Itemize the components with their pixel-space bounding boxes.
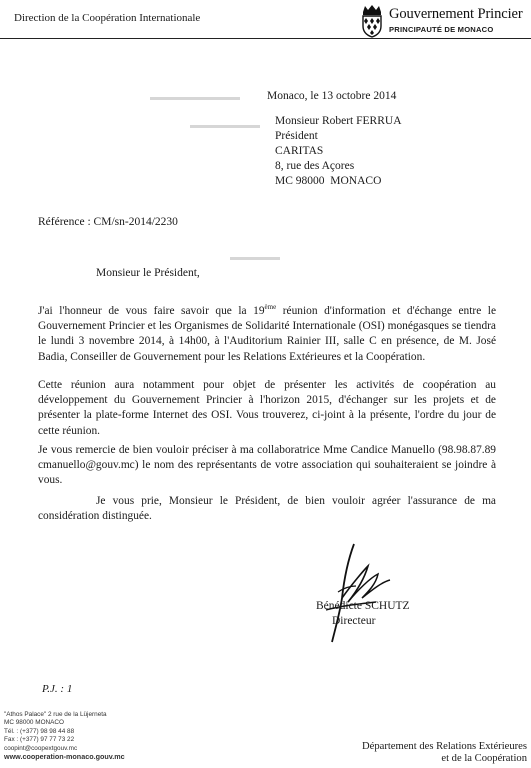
footer-website: www.cooperation-monaco.gouv.mc [4,752,125,762]
paragraph-1-start: J'ai l'honneur de vous faire savoir que la 19 [38,305,265,317]
gov-subtitle: PRINCIPAUTÉ DE MONACO [389,25,494,34]
footer-address-line: "Athos Palace" 2 rue de la Lüjerneta [4,711,107,718]
header-divider [0,38,531,39]
attachment-note: P.J. : 1 [42,683,73,695]
paragraph-1 [38,304,496,365]
footer-address-line: Fax : (+377) 97 77 73 22 [4,736,75,744]
signer-name: Bénédicte SCHUTZ [316,600,410,612]
bleed-through-mark: ▬▬▬▬▬▬▬ [190,120,260,131]
recipient-line: MC 98000 MONACO [275,175,382,187]
gov-title: Gouvernement Princier [389,6,523,22]
recipient-line: 8, rue des Açores [275,160,355,172]
closing-paragraph: Je vous prie, Monsieur le Président, de bien vouloir agréer l'assurance de ma considération distinguée. [38,495,496,523]
signer-title: Directeur [332,615,376,627]
footer-address-line: MC 98000 MONACO [4,719,65,727]
bleed-through-mark: ▬▬▬▬▬▬▬▬▬ [150,92,240,103]
salutation: Monsieur le Président, [96,267,200,279]
recipient-line: Président [275,130,318,142]
footer-department [361,741,527,765]
paragraph-2: Cette réunion aura notamment pour objet de présenter les activités de coopération au développement du Gouvernement Princier à l'horizon 2015, d'échanger sur les projets et de présenter la plate-forme Internet des OSI. Vous trouverez, ci-joint à la présente, l'ordre du jour de cette réunion. [38,379,496,437]
footer-address [4,711,125,761]
department-header: Direction de la Coopération Internationale [14,12,201,24]
ordinal-superscript: ème [264,303,277,311]
footer-address-line: Tél. : (+377) 98 98 44 88 [4,727,75,735]
bleed-through-mark: ▬▬▬▬▬ [230,252,280,263]
monaco-crest-icon [359,4,385,38]
handwritten-signature [318,540,394,646]
letter-date: Monaco, le 13 octobre 2014 [267,90,397,102]
recipient-line: CARITAS [275,145,324,157]
recipient-line: Monsieur Robert FERRUA [275,115,402,127]
footer-address-line: coopint@coopextgouv.mc [4,744,78,752]
paragraph-1-rest: réunion d'information et d'échange entre le Gouvernement Princier et les Organismes de Solidarité Internationale (OSI) monégasques se tiendra le lundi 3 novembre 2014, à 14h00, à l'Auditorium Rainier III, salle C en présence, de M. José Badia, Conseiller de Gouvernement pour les Relations Extérieures et la Coopération. [38,305,496,363]
footer-department-line: Département des Relations Extérieures [361,741,527,752]
reference-line: Référence : CM/sn-2014/2230 [38,216,178,228]
paragraph-3: Je vous remercie de bien vouloir préciser à ma collaboratrice Mme Candice Manuello (98.98.87.89 cmanuello@gouv.mc) le nom des représentants de votre association qui souhaiteraient se joindre à vous. [38,444,496,487]
footer-department-line: et de la Coopération [441,753,527,764]
